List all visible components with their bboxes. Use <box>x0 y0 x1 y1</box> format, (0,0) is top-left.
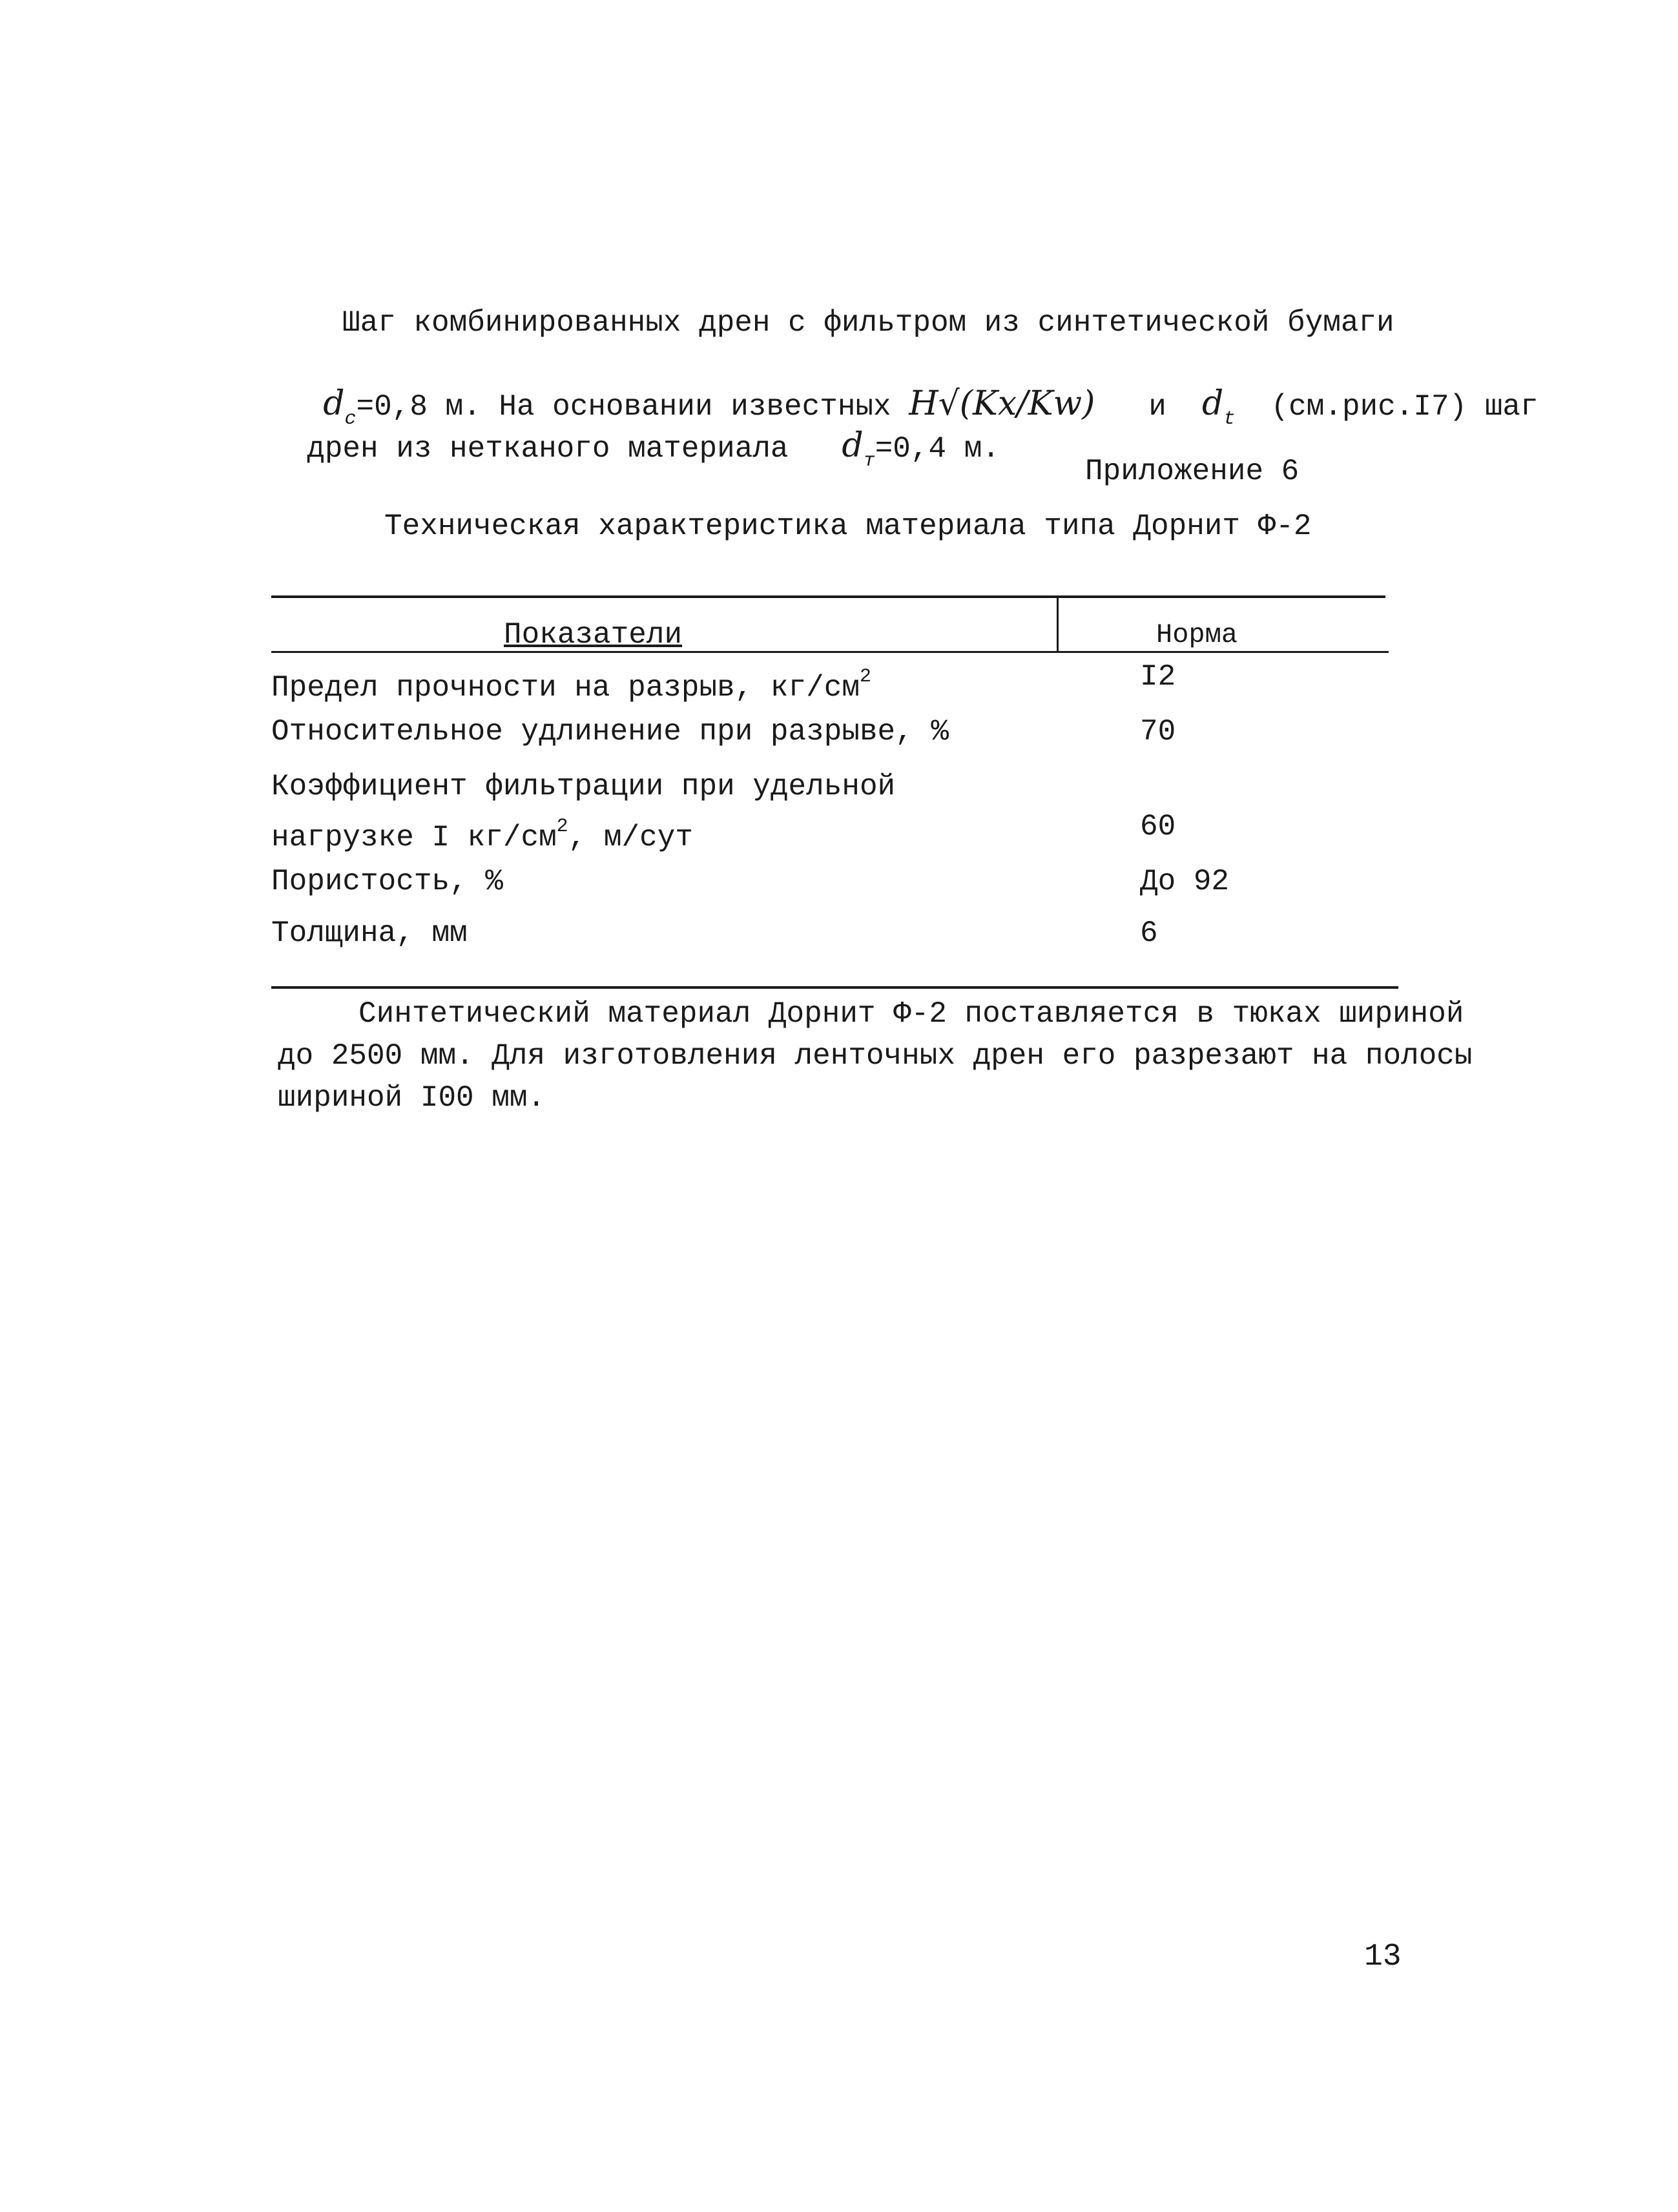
table-row-2-indicator: Относительное удлинение при разрыве, % <box>271 715 949 749</box>
table-top-rule <box>271 595 1385 598</box>
table-row-5-norm: 6 <box>1140 916 1158 950</box>
header-column-divider <box>1057 598 1059 651</box>
table-bottom-rule <box>271 986 1398 989</box>
closing-line-2: до 2500 мм. Для изготовления ленточных дрен его разрезают на полосы <box>278 1039 1473 1073</box>
intro-line-3-text: дрен из нетканого материала <box>307 432 789 466</box>
dn-subscript: т <box>863 450 875 472</box>
header-norm: Норма <box>1156 619 1238 650</box>
closing-line-1: Синтетический материал Дорнит Ф-2 поставляется в тюках шириной <box>358 997 1464 1031</box>
table-row-3-indicator-line1: Коэффициент фильтрации при удельной <box>271 770 896 803</box>
dn-value: =0,4 м. <box>875 432 1000 466</box>
dt-symbol: d <box>1202 384 1224 423</box>
appendix-label: Приложение 6 <box>1085 455 1300 488</box>
table-row-1-norm: I2 <box>1140 660 1176 694</box>
table-row-4-indicator: Пористость, % <box>271 865 503 898</box>
dc-symbol: d <box>323 384 345 423</box>
and-word: и <box>1148 390 1166 424</box>
intro-line-1: Шаг комбинированных дрен с фильтром из синтетической бумаги <box>342 306 1394 340</box>
dc-subscript: c <box>344 408 357 430</box>
table-row-4-norm: До 92 <box>1140 865 1230 898</box>
table-row-1-indicator: Предел прочности на разрыв, $кг/см^2$ <box>271 666 871 705</box>
intro-line-3 <box>271 388 1000 481</box>
ratio-formula: H√(Kx/Kw) <box>909 384 1095 423</box>
dn-symbol: d <box>842 426 864 465</box>
dc-value: =0,8 м. На основании известных <box>356 390 909 424</box>
header-indicator: Показатели <box>504 618 683 652</box>
table-title: Техническая характеристика материала типа Дорнит Ф-2 <box>384 510 1312 543</box>
dt-subscript: t <box>1223 408 1236 430</box>
figure-reference: (см.рис.I7) шаг <box>1270 390 1538 424</box>
table-row-2-norm: 70 <box>1140 715 1176 749</box>
table-row-3-norm: 60 <box>1140 810 1176 843</box>
closing-line-3: шириной I00 мм. <box>278 1081 546 1115</box>
table-row-3-indicator-line2: нагрузке I $кг/см^2$, м/сут <box>271 816 693 854</box>
page-number: 13 <box>1364 1939 1402 1974</box>
table-row-5-indicator: Толщина, мм <box>271 916 468 950</box>
